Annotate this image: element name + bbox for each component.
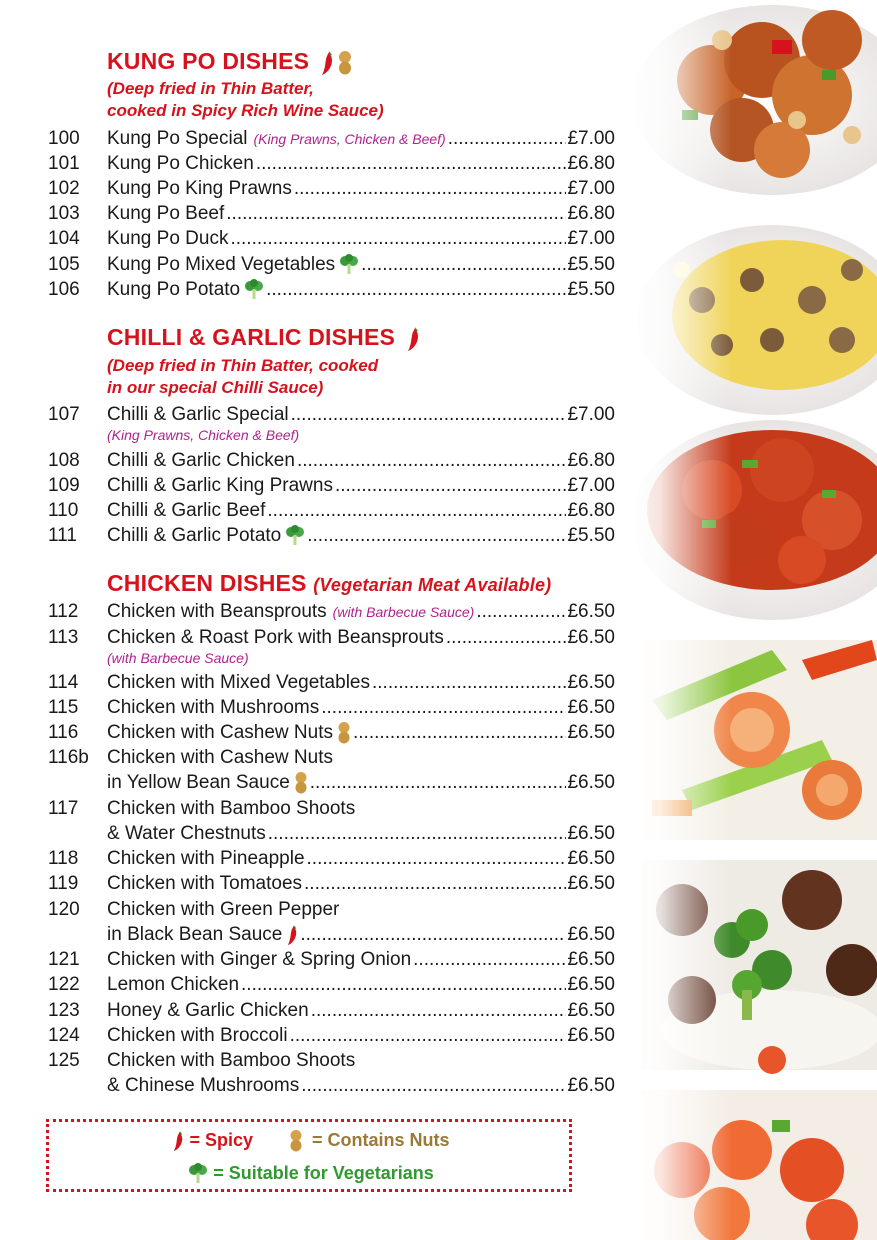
vegetarian-leaf-icon [339,254,359,276]
vegetarian-meat-note: (Vegetarian Meat Available) [313,575,552,595]
menu-item: 111 Chilli & Garlic Potato ..... £5.50 [48,523,615,548]
peanut-icon [294,772,308,794]
item-subnote: (with Barbecue Sauce) [107,650,249,666]
menu-item: 114 Chicken with Mixed Vegetables ..... £6.50 [48,670,615,695]
food-photo-strip [622,0,877,1240]
menu-item: 101 Kung Po Chicken ..... £6.80 [48,151,615,176]
menu-item: 110 Chilli & Garlic Beef ..... £6.80 [48,498,615,523]
peanut-icon [338,51,352,75]
key-line-2 [49,1163,569,1185]
menu-item: 107 Chilli & Garlic Special ..... £7.00 [48,402,615,427]
chilli-icon [406,326,420,352]
section-title-chicken: CHICKEN DISHES (Vegetarian Meat Available) [107,570,552,596]
menu-item: 106 Kung Po Potato ..... £5.50 [48,277,615,302]
menu-item: 104 Kung Po Duck ..... £7.00 [48,226,615,251]
section-title-kung-po: KUNG PO DISHES [107,48,352,76]
menu-item: 123 Honey & Garlic Chicken ..... £6.50 [48,998,615,1023]
menu-item: 122 Lemon Chicken ..... £6.50 [48,972,615,997]
vegetarian-leaf-icon [285,525,305,547]
menu-item-continued: & Chinese Mushrooms ..... £6.50 [48,1073,615,1098]
key-line-1 [49,1130,569,1152]
menu-item: 116 Chicken with Cashew Nuts ..... £6.50 [48,720,615,745]
allergen-key [46,1119,572,1192]
menu-item: 115 Chicken with Mushrooms ..... £6.50 [48,695,615,720]
section-title-chilli-garlic: CHILLI & GARLIC DISHES [107,324,420,352]
key-spicy: = Spicy [189,1130,253,1150]
menu-item-continued: in Yellow Bean Sauce ..... £6.50 [48,770,615,795]
vegetarian-leaf-icon [188,1163,208,1185]
menu-item: 121 Chicken with Ginger & Spring Onion ..... £6.50 [48,947,615,972]
menu-item: 100 Kung Po Special (King Prawns, Chicken & Beef) ..... £7.00 [48,126,615,151]
menu-item: 119 Chicken with Tomatoes ..... £6.50 [48,871,615,896]
key-nuts: = Contains Nuts [312,1130,450,1150]
chilli-icon [286,924,298,946]
key-vegetarian: = Suitable for Vegetarians [213,1163,434,1183]
menu-item: 108 Chilli & Garlic Chicken ..... £6.80 [48,448,615,473]
menu-item: 118 Chicken with Pineapple ..... £6.50 [48,846,615,871]
menu-item: 125 Chicken with Bamboo Shoots [48,1050,356,1071]
menu-item: 113 Chicken & Roast Pork with Beansprouts ..... £6.50 [48,625,615,650]
menu-item: 120 Chicken with Green Pepper [48,899,340,920]
menu-item: 112 Chicken with Beansprouts (with Barbecue Sauce) ..... £6.50 [48,599,615,624]
peanut-icon [337,722,351,744]
menu-item: 105 Kung Po Mixed Vegetables ..... £5.50 [48,252,615,277]
menu-item: 103 Kung Po Beef ..... £6.80 [48,201,615,226]
peanut-icon [289,1130,303,1152]
section-subtitle-kung-po: (Deep fried in Thin Batter, cooked in Spicy Rich Wine Sauce) [107,79,384,120]
menu-item-continued: & Water Chestnuts ..... £6.50 [48,821,615,846]
menu-item: 124 Chicken with Broccoli ..... £6.50 [48,1023,615,1048]
chilli-icon [172,1130,184,1152]
menu-item: 117 Chicken with Bamboo Shoots [48,798,356,819]
section-subtitle-chilli-garlic: (Deep fried in Thin Batter, cooked in our special Chilli Sauce) [107,356,379,397]
vegetarian-leaf-icon [244,279,264,301]
photo-fade [622,0,732,1240]
menu-item: 109 Chilli & Garlic King Prawns ..... £7.00 [48,473,615,498]
menu-item: 102 Kung Po King Prawns ..... £7.00 [48,176,615,201]
menu-item: 116b Chicken with Cashew Nuts [48,747,333,768]
item-subnote: (King Prawns, Chicken & Beef) [107,427,300,443]
chilli-icon [320,50,334,76]
menu-item-continued: in Black Bean Sauce ..... £6.50 [48,922,615,947]
